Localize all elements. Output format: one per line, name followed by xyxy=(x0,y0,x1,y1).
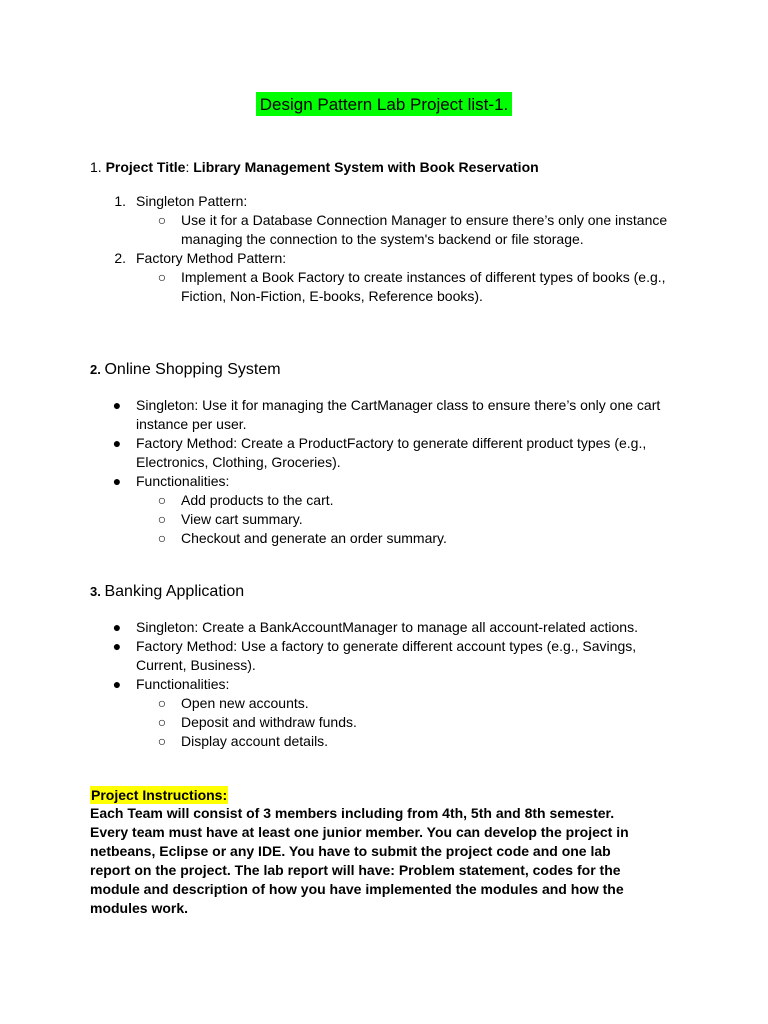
project-title-label: Project Title xyxy=(105,159,186,175)
project-2-name: Online Shopping System xyxy=(104,361,281,378)
sub-bullet-icon: ○ xyxy=(157,695,167,711)
sub-bullet-icon: ○ xyxy=(157,530,167,546)
project-1-name: Library Management System with Book Reservation xyxy=(193,159,539,175)
sub-list-item xyxy=(0,529,768,548)
project-1-number: 1. xyxy=(90,159,106,175)
sub-list-item xyxy=(0,510,768,529)
sub-bullet-icon: ○ xyxy=(157,733,167,749)
list-number: 1. xyxy=(114,193,126,209)
sub-list-item-text: Add products to the cart. xyxy=(181,492,334,508)
list-item-text: Singleton: Create a BankAccountManager to manage all account-related actions. xyxy=(136,619,638,635)
list-item xyxy=(0,618,768,637)
project-title-separator: : xyxy=(185,159,194,175)
list-item-text: Singleton: Use it for managing the CartManager class to ensure there’s only one cart instance per user. xyxy=(136,397,661,432)
list-item xyxy=(0,192,768,211)
document-title: Design Pattern Lab Project list-1. xyxy=(256,92,513,116)
project-2-list xyxy=(0,396,768,548)
sub-bullet-icon: ○ xyxy=(157,269,167,285)
sub-list-item-text: Display account details. xyxy=(181,733,329,749)
project-1-heading xyxy=(90,158,539,177)
bullet-icon: ● xyxy=(112,619,122,635)
sub-list-item-text: Open new accounts. xyxy=(181,695,309,711)
sub-list-item xyxy=(0,491,768,510)
project-2-number: 2. xyxy=(90,362,105,377)
bullet-icon: ● xyxy=(112,638,122,654)
sub-list-item xyxy=(0,713,768,732)
bullet-icon: ● xyxy=(112,473,122,489)
sub-bullet-icon: ○ xyxy=(157,511,167,527)
sub-list-item-text: Use it for a Database Connection Manager to ensure there’s only one instance managing the connection to the system's backend or file storage. xyxy=(181,212,668,247)
list-item-text: Singleton Pattern: xyxy=(136,193,248,209)
list-item xyxy=(0,249,768,268)
list-item-text: Functionalities: xyxy=(136,473,230,489)
list-item-text: Factory Method Pattern: xyxy=(136,250,287,266)
project-3-name: Banking Application xyxy=(104,583,245,600)
project-1-list xyxy=(0,192,768,306)
sub-bullet-icon: ○ xyxy=(157,714,167,730)
sub-list-item-text: Checkout and generate an order summary. xyxy=(181,530,447,546)
project-3-list xyxy=(0,618,768,751)
list-item xyxy=(0,472,768,491)
title-container xyxy=(0,92,768,116)
sub-list-item xyxy=(0,268,768,306)
list-item-text: Functionalities: xyxy=(136,676,230,692)
sub-bullet-icon: ○ xyxy=(157,492,167,508)
list-item xyxy=(0,396,768,434)
list-item xyxy=(0,675,768,694)
sub-list-item-text: Deposit and withdraw funds. xyxy=(181,714,357,730)
project-2-heading xyxy=(90,359,281,381)
sub-list-item xyxy=(0,732,768,751)
project-3-heading xyxy=(90,581,244,603)
sub-list-item xyxy=(0,694,768,713)
sub-list-item xyxy=(0,211,768,249)
sub-bullet-icon: ○ xyxy=(157,212,167,228)
bullet-icon: ● xyxy=(112,676,122,692)
sub-list-item-text: View cart summary. xyxy=(181,511,303,527)
sub-list-item-text: Implement a Book Factory to create instances of different types of books (e.g., Fiction, Non-Fiction, E-books, Reference books). xyxy=(181,269,666,304)
project-3-number: 3. xyxy=(90,584,105,599)
instructions-label: Project Instructions: xyxy=(91,787,228,803)
list-item xyxy=(0,637,768,675)
list-number: 2. xyxy=(114,250,126,266)
bullet-icon: ● xyxy=(112,435,122,451)
bullet-icon: ● xyxy=(112,397,122,413)
list-item-text: Factory Method: Use a factory to generate different account types (e.g., Savings, Current, Business). xyxy=(136,638,637,673)
instructions-body: Each Team will consist of 3 members including from 4th, 5th and 8th semester. Every team must have at least one junior member. You can develop the project in netbeans, Eclipse or any IDE. You have to submit the project code and one lab report on the project. The lab report will have: Problem statement, codes for the module and description of how you have implemented the modules and how the modules work. xyxy=(90,805,629,916)
list-item-text: Factory Method: Create a ProductFactory to generate different product types (e.g., Electronics, Clothing, Groceries). xyxy=(136,435,647,470)
list-item xyxy=(0,434,768,472)
